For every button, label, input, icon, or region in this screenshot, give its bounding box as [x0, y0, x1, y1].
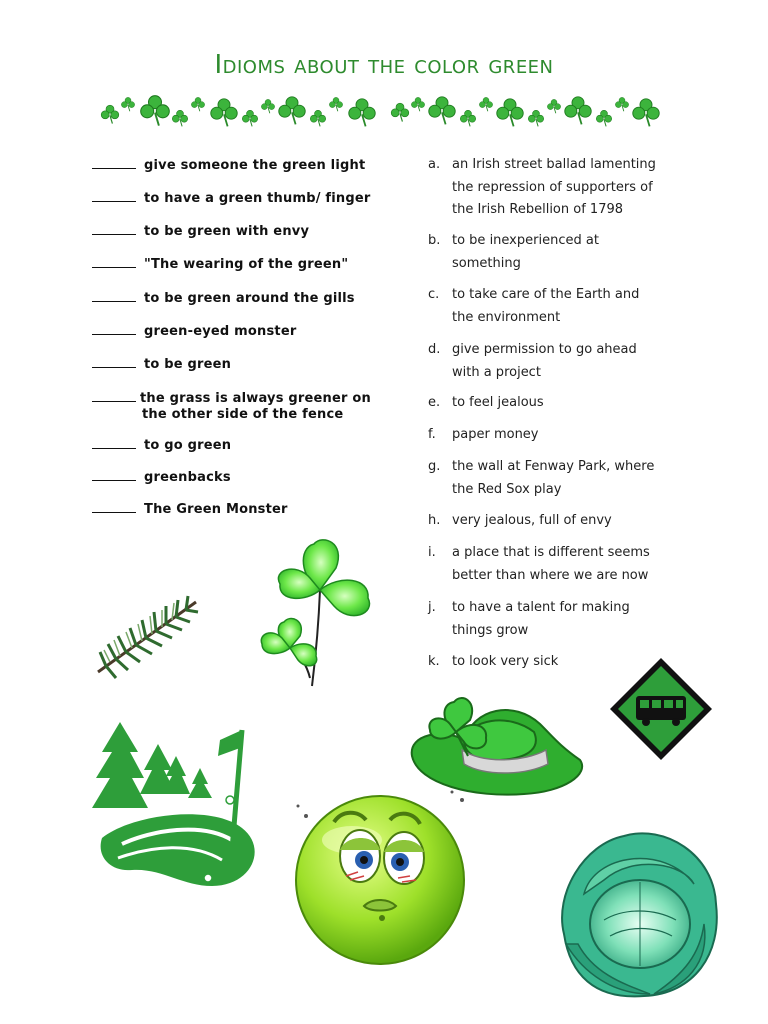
green-hat-image: [404, 684, 588, 808]
answer-blank[interactable]: [92, 289, 136, 302]
idiom-item: The Green Monster: [92, 500, 288, 518]
clover-border: [100, 92, 660, 132]
idiom-item: greenbacks: [92, 468, 231, 486]
cabbage-image: [554, 824, 724, 1004]
answer-blank[interactable]: [92, 355, 136, 368]
idiom-item: to be green around the gills: [92, 289, 355, 307]
idiom-item: to have a green thumb/ finger: [92, 189, 371, 207]
fern-branch-image: [92, 590, 204, 690]
idiom-item: to be green with envy: [92, 222, 309, 240]
answer-blank[interactable]: [92, 255, 136, 268]
idiom-item: to be green: [92, 355, 231, 373]
answer-blank[interactable]: [92, 322, 136, 335]
page-title: Idioms about the color green: [214, 50, 554, 80]
answer-blank[interactable]: [92, 189, 136, 202]
answer-blank[interactable]: [92, 436, 136, 449]
answer-blank[interactable]: [92, 468, 136, 481]
idiom-item: green-eyed monster: [92, 322, 296, 340]
answer-blank[interactable]: [92, 222, 136, 235]
answer-blank[interactable]: [92, 156, 136, 169]
bus-sign-image: [608, 656, 714, 762]
idiom-item: the grass is always greener on the other side of the fence: [92, 389, 371, 423]
idiom-item: to go green: [92, 436, 231, 454]
golf-course-image: [92, 718, 268, 890]
idiom-item: give someone the green light: [92, 156, 365, 174]
shamrocks-image: [250, 528, 390, 692]
idiom-item: "The wearing of the green": [92, 255, 348, 273]
answer-blank[interactable]: [92, 500, 136, 513]
answer-blank[interactable]: [92, 389, 136, 402]
